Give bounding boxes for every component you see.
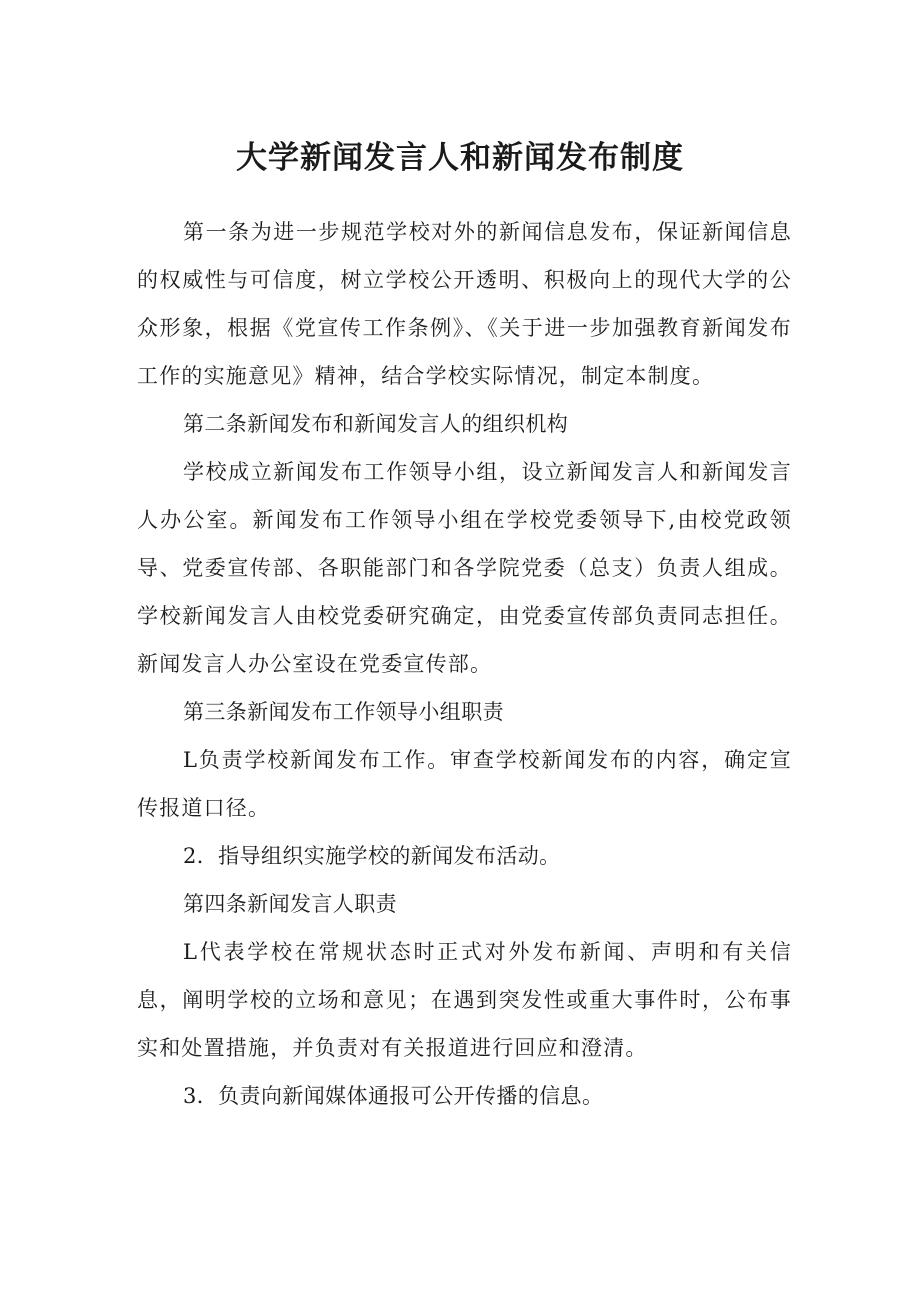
article-4-item-1: L代表学校在常规状态时正式对外发布新闻、声明和有关信息，阐明学校的立场和意见；在遇到突发性或重大事件时，公布事实和处置措施，并负责对有关报道进行回应和澄清。 <box>137 940 792 1060</box>
article-3-item-2: 2．指导组织实施学校的新闻发布活动。 <box>183 844 561 868</box>
article-2-heading: 第二条新闻发布和新闻发言人的组织机构 <box>183 412 569 436</box>
article-4-heading: 第四条新闻发言人职责 <box>183 892 397 916</box>
article-4-item-3: 3．负责向新闻媒体通报可公开传播的信息。 <box>183 1084 604 1108</box>
article-1-paragraph: 第一条为进一步规范学校对外的新闻信息发布，保证新闻信息的权威性与可信度，树立学校公开透明、积极向上的现代大学的公众形象，根据《党宣传工作条例》、《关于进一步加强教育新闻发布工作的实施意见》精神，结合学校实际情况，制定本制度。 <box>137 220 792 388</box>
article-3-item-1: L负责学校新闻发布工作。审查学校新闻发布的内容，确定宣传报道口径。 <box>137 748 792 820</box>
document-title: 大学新闻发言人和新闻发布制度 <box>236 140 684 176</box>
article-2-paragraph: 学校成立新闻发布工作领导小组，设立新闻发言人和新闻发言人办公室。新闻发布工作领导小组在学校党委领导下,由校党政领导、党委宣传部、各职能部门和各学院党委（总支）负责人组成。学校新闻发言人由校党委研究确定，由党委宣传部负责同志担任。新闻发言人办公室设在党委宣传部。 <box>137 460 792 676</box>
document-body <box>137 208 792 1120</box>
article-3-heading: 第三条新闻发布工作领导小组职责 <box>183 700 504 724</box>
